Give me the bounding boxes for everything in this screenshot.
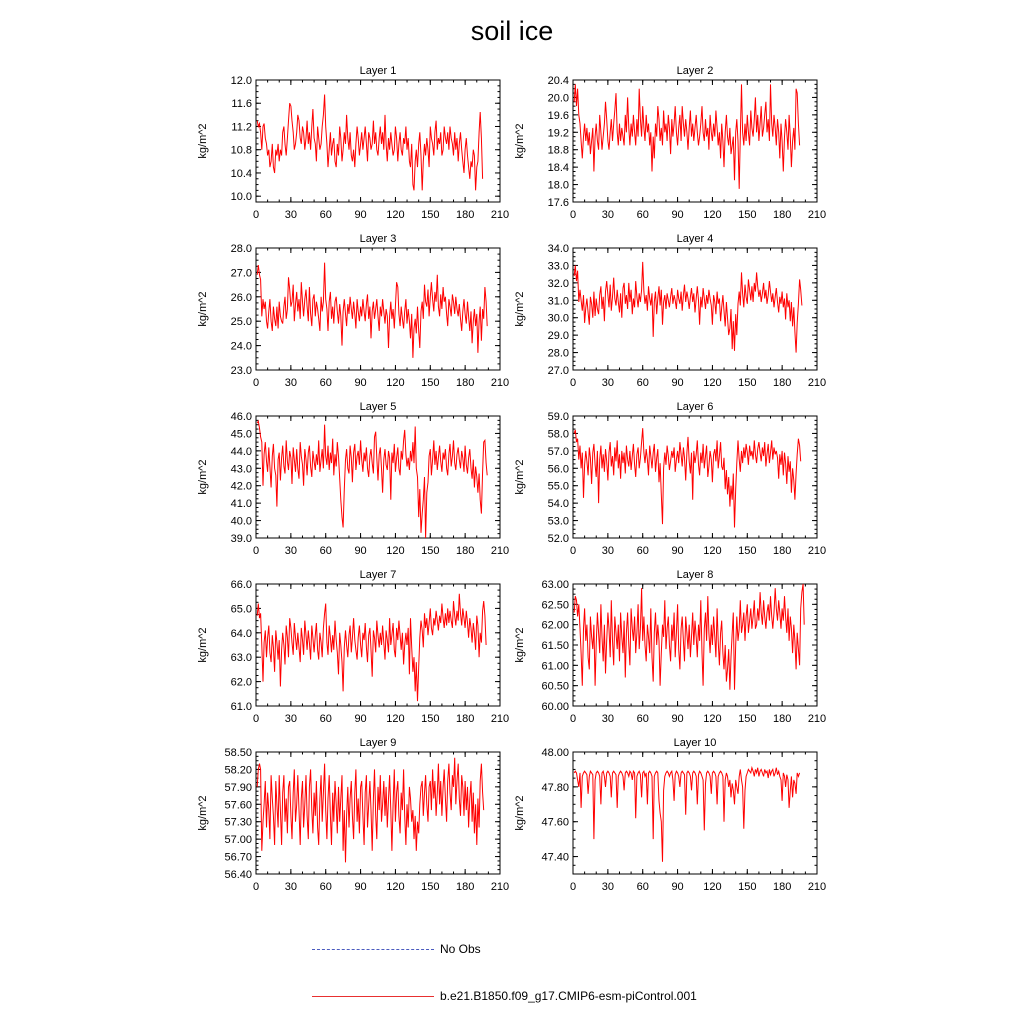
x-tick-label: 210: [807, 377, 827, 389]
y-axis-label: kg/m^2: [197, 627, 209, 663]
y-tick-label: 61.50: [541, 640, 569, 652]
y-tick-label: 43.0: [230, 463, 252, 476]
series-line: [574, 262, 802, 353]
panel-title: Layer 5: [359, 401, 397, 413]
legend-obs: [312, 940, 512, 960]
x-tick-label: 90: [354, 377, 367, 389]
y-tick-label: 28.0: [230, 243, 252, 255]
y-tick-label: 10.8: [230, 144, 252, 157]
x-tick-label: 210: [807, 545, 827, 557]
y-tick-label: 17.6: [547, 197, 569, 209]
x-tick-label: 150: [421, 377, 440, 389]
panel-layer-2: [514, 65, 826, 221]
y-tick-label: 29.0: [547, 330, 569, 343]
y-tick-label: 52.0: [547, 533, 569, 545]
x-tick-label: 150: [421, 209, 440, 221]
y-tick-label: 63.0: [230, 652, 252, 665]
y-tick-label: 54.0: [547, 498, 569, 511]
x-tick-label: 90: [354, 209, 367, 221]
x-tick-label: 0: [569, 713, 577, 725]
y-tick-label: 18.0: [547, 179, 569, 192]
y-axis-label: kg/m^2: [514, 627, 526, 663]
x-tick-label: 120: [386, 713, 405, 725]
x-tick-label: 30: [284, 713, 297, 725]
x-tick-label: 90: [354, 881, 367, 893]
x-tick-label: 180: [772, 881, 792, 893]
y-tick-label: 64.0: [230, 627, 252, 640]
series-line: [257, 263, 487, 358]
y-axis-label: kg/m^2: [514, 291, 526, 327]
x-tick-label: 150: [738, 881, 757, 893]
y-tick-label: 53.0: [547, 515, 569, 528]
x-tick-label: 0: [252, 545, 260, 557]
x-tick-label: 90: [354, 713, 367, 725]
x-tick-label: 180: [455, 713, 475, 725]
x-tick-label: 120: [703, 545, 722, 557]
panel-layer-10: [514, 737, 826, 893]
series-line: [574, 768, 799, 862]
x-tick-label: 30: [601, 377, 614, 389]
y-tick-label: 47.40: [541, 851, 569, 864]
y-tick-label: 59.0: [547, 411, 569, 423]
y-tick-label: 32.0: [547, 277, 569, 290]
y-tick-label: 62.0: [230, 676, 252, 689]
x-tick-label: 210: [490, 209, 510, 221]
x-tick-label: 90: [671, 377, 684, 389]
plot-frame: [573, 416, 817, 538]
x-tick-label: 60: [319, 209, 332, 221]
x-tick-label: 210: [490, 377, 510, 389]
plot-frame: [256, 80, 500, 202]
x-tick-label: 210: [807, 881, 827, 893]
y-tick-label: 41.0: [230, 498, 252, 511]
x-tick-label: 150: [738, 209, 757, 221]
y-tick-label: 27.0: [547, 365, 569, 377]
y-tick-label: 57.90: [224, 781, 252, 794]
y-tick-label: 30.0: [547, 312, 569, 325]
y-axis-label: kg/m^2: [514, 123, 526, 159]
x-tick-label: 120: [703, 713, 722, 725]
x-tick-label: 60: [319, 713, 332, 725]
y-axis-label: kg/m^2: [197, 459, 209, 495]
x-tick-label: 0: [252, 377, 260, 389]
y-axis-label: kg/m^2: [514, 795, 526, 831]
panel-layer-5: [197, 401, 509, 557]
x-tick-label: 0: [569, 377, 577, 389]
x-tick-label: 30: [601, 713, 614, 725]
y-tick-label: 62.00: [541, 619, 569, 632]
y-axis-label: kg/m^2: [197, 795, 209, 831]
y-axis-label: kg/m^2: [197, 291, 209, 327]
y-tick-label: 12.0: [230, 75, 252, 87]
x-tick-label: 120: [703, 881, 722, 893]
y-tick-label: 61.00: [541, 660, 569, 673]
x-tick-label: 30: [284, 377, 297, 389]
x-tick-label: 0: [252, 881, 260, 893]
y-tick-label: 18.4: [547, 162, 569, 175]
panel-title: Layer 9: [359, 737, 397, 749]
y-tick-label: 48.00: [541, 747, 569, 759]
x-tick-label: 30: [601, 209, 614, 221]
panel-layer-7: [197, 569, 509, 725]
x-tick-label: 90: [671, 209, 684, 221]
y-axis-label: kg/m^2: [197, 123, 209, 159]
panel-title: Layer 7: [359, 569, 397, 581]
x-tick-label: 120: [386, 881, 405, 893]
x-tick-label: 150: [738, 545, 757, 557]
x-tick-label: 60: [636, 545, 649, 557]
x-tick-label: 0: [252, 713, 260, 725]
y-axis-label: kg/m^2: [514, 459, 526, 495]
panel-layer-6: [514, 401, 826, 557]
x-tick-label: 120: [386, 377, 405, 389]
y-tick-label: 34.0: [547, 243, 569, 255]
y-tick-label: 19.6: [547, 109, 569, 122]
x-tick-label: 60: [319, 377, 332, 389]
y-tick-label: 57.60: [224, 799, 252, 812]
plot-frame: [573, 752, 817, 874]
x-tick-label: 30: [601, 545, 614, 557]
x-tick-label: 60: [636, 377, 649, 389]
x-tick-label: 120: [703, 377, 722, 389]
y-tick-label: 20.4: [547, 75, 569, 87]
x-tick-label: 30: [284, 209, 297, 221]
legend-model-label: b.e21.B1850.f09_g17.CMIP6-esm-piControl.001: [440, 989, 697, 1003]
y-tick-label: 10.4: [230, 167, 252, 180]
panel-layer-3: [197, 233, 509, 389]
x-tick-label: 90: [671, 713, 684, 725]
y-tick-label: 46.0: [230, 411, 252, 423]
y-tick-label: 31.0: [547, 295, 569, 308]
y-tick-label: 57.30: [224, 816, 252, 829]
x-tick-label: 150: [738, 713, 757, 725]
series-line: [257, 95, 482, 191]
y-tick-label: 56.70: [224, 851, 252, 864]
y-tick-label: 42.0: [230, 480, 252, 493]
y-tick-label: 24.0: [230, 340, 252, 353]
y-tick-label: 56.0: [547, 463, 569, 476]
series-line: [257, 758, 484, 863]
x-tick-label: 180: [772, 377, 792, 389]
x-tick-label: 0: [569, 545, 577, 557]
series-line: [574, 428, 801, 527]
y-tick-label: 65.0: [230, 603, 252, 616]
y-tick-label: 11.2: [231, 121, 252, 134]
x-tick-label: 120: [386, 209, 405, 221]
x-tick-label: 210: [807, 209, 827, 221]
x-tick-label: 180: [772, 209, 792, 221]
y-tick-label: 62.50: [541, 599, 569, 612]
y-tick-label: 40.0: [230, 515, 252, 528]
x-tick-label: 180: [455, 209, 475, 221]
y-tick-label: 20.0: [547, 92, 569, 105]
y-tick-label: 61.0: [230, 701, 252, 713]
y-tick-label: 19.2: [547, 127, 569, 140]
x-tick-label: 30: [284, 545, 297, 557]
x-tick-label: 210: [807, 713, 827, 725]
x-tick-label: 120: [703, 209, 722, 221]
legend-obs-swatch: [312, 949, 434, 950]
x-tick-label: 180: [455, 377, 475, 389]
y-tick-label: 56.40: [224, 869, 252, 881]
legend-model-swatch: [312, 996, 434, 997]
y-tick-label: 33.0: [547, 260, 569, 273]
x-tick-label: 180: [772, 545, 792, 557]
y-tick-label: 10.0: [230, 191, 252, 204]
y-tick-label: 66.0: [230, 579, 252, 591]
panel-layer-4: [514, 233, 826, 389]
y-tick-label: 58.0: [547, 428, 569, 441]
x-tick-label: 180: [455, 881, 475, 893]
y-tick-label: 27.0: [230, 267, 252, 280]
y-tick-label: 58.20: [224, 764, 252, 777]
x-tick-label: 210: [490, 881, 510, 893]
panel-title: Layer 8: [676, 569, 714, 581]
panel-title: Layer 3: [359, 233, 397, 245]
y-tick-label: 44.0: [230, 445, 252, 458]
y-tick-label: 63.00: [541, 579, 569, 591]
x-tick-label: 90: [671, 545, 684, 557]
x-tick-label: 180: [772, 713, 792, 725]
y-tick-label: 60.50: [541, 680, 569, 693]
x-tick-label: 60: [319, 545, 332, 557]
y-tick-label: 55.0: [547, 480, 569, 493]
panel-title: Layer 2: [676, 65, 714, 77]
x-tick-label: 150: [421, 881, 440, 893]
panel-title: Layer 6: [676, 401, 714, 413]
series-line: [257, 421, 487, 538]
y-tick-label: 57.0: [547, 445, 569, 458]
x-tick-label: 60: [636, 881, 649, 893]
y-tick-label: 25.0: [230, 316, 252, 329]
y-tick-label: 28.0: [547, 347, 569, 360]
y-tick-label: 39.0: [230, 533, 252, 545]
panel-layer-8: [514, 569, 826, 725]
x-tick-label: 30: [284, 881, 297, 893]
y-tick-label: 47.80: [541, 781, 569, 794]
x-tick-label: 210: [490, 545, 510, 557]
x-tick-label: 0: [569, 209, 577, 221]
x-tick-label: 150: [738, 377, 757, 389]
x-tick-label: 150: [421, 713, 440, 725]
y-tick-label: 45.0: [230, 428, 252, 441]
x-tick-label: 60: [636, 209, 649, 221]
x-tick-label: 30: [601, 881, 614, 893]
y-tick-label: 11.6: [231, 98, 252, 111]
x-tick-label: 90: [671, 881, 684, 893]
x-tick-label: 120: [386, 545, 405, 557]
x-tick-label: 60: [319, 881, 332, 893]
y-tick-label: 60.00: [541, 701, 569, 713]
x-tick-label: 180: [455, 545, 475, 557]
y-tick-label: 47.60: [541, 816, 569, 829]
y-tick-label: 57.00: [224, 834, 252, 847]
series-line: [257, 594, 486, 701]
panel-title: Layer 4: [676, 233, 714, 245]
legend-model: [312, 987, 732, 1007]
y-tick-label: 26.0: [230, 291, 252, 304]
y-tick-label: 58.50: [224, 747, 252, 759]
x-tick-label: 0: [569, 881, 577, 893]
panel-layer-1: [197, 65, 509, 221]
y-tick-label: 18.8: [547, 144, 569, 157]
x-tick-label: 210: [490, 713, 510, 725]
page-title: soil ice: [470, 16, 554, 46]
x-tick-label: 60: [636, 713, 649, 725]
panel-layer-9: [197, 737, 509, 893]
x-tick-label: 90: [354, 545, 367, 557]
legend-obs-label: No Obs: [440, 942, 481, 956]
series-line: [574, 84, 799, 188]
series-line: [574, 584, 804, 690]
panel-title: Layer 1: [359, 65, 397, 77]
y-tick-label: 23.0: [230, 365, 252, 377]
panel-title: Layer 10: [673, 737, 717, 749]
x-tick-label: 150: [421, 545, 440, 557]
x-tick-label: 0: [252, 209, 260, 221]
